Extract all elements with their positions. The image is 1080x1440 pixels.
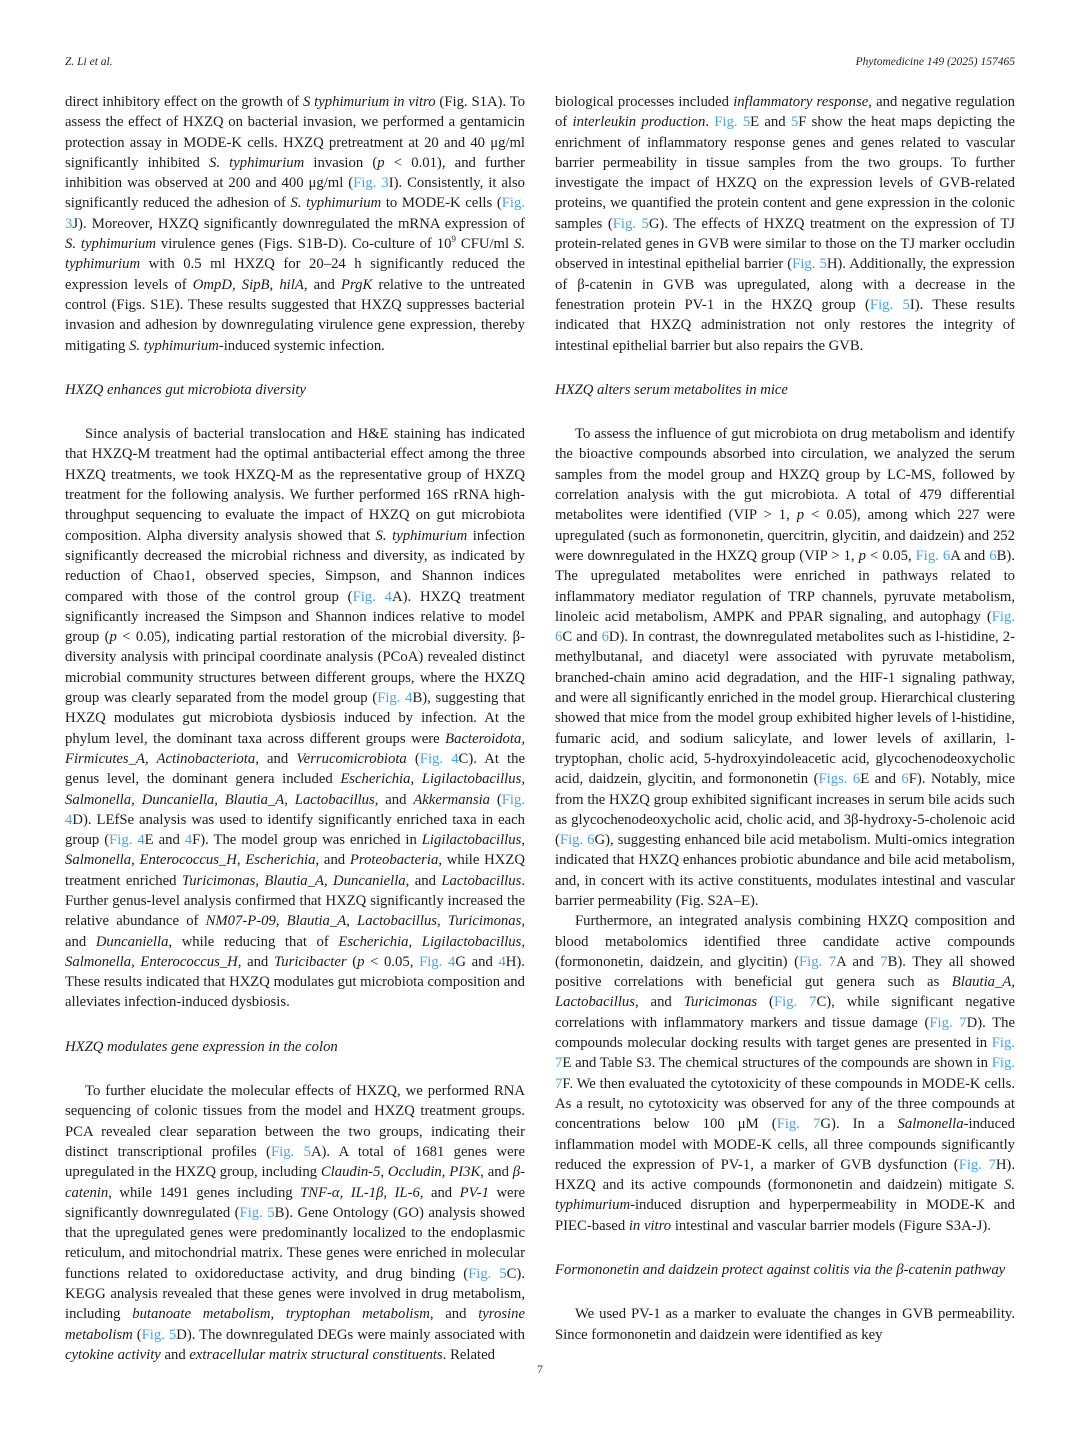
italic-term: interleukin production <box>572 114 706 131</box>
text-run: direct inhibitory effect on the growth of <box>65 94 303 110</box>
text-run: F show the heat maps depicting the enrichment of inflammatory response genes and genes related to vascular barrier permeability in tissue samples from the two groups. To further investigate the impact of HXZQ on the expression levels of GVB-related proteins, we quantified the protein content and gene expression in the colonic samples ( <box>555 114 1016 232</box>
text-run: C). At the genus level, the dominant genera included <box>65 750 525 788</box>
body-paragraph <box>555 1304 1015 1345</box>
figure-link[interactable]: Fig. 5 <box>792 256 827 273</box>
text-run: < 0.01), and further inhibition was observed at 200 and 400 μg/ml ( <box>65 154 526 192</box>
text-run: -induced inflammation model with MODE-K cells, all three compounds significantly reduced the expression of PV-1, a marker of GVB dysfunction ( <box>555 1116 1015 1173</box>
text-run: , and <box>315 852 350 869</box>
text-run: biological processes included <box>555 94 734 110</box>
italic-term: Blautia_A, Lactobacillus <box>555 974 1015 1011</box>
italic-term: S. typhimurium <box>65 236 156 253</box>
text-run: Furthermore, an integrated analysis combining HXZQ composition and blood metabolomics identified three candidate active compounds (formononetin, daidzein, and glycitin) ( <box>555 913 1015 970</box>
italic-term: p <box>109 629 117 646</box>
italic-term: OmpD, SipB, hilA <box>192 276 304 293</box>
italic-term: Lactobacillus <box>441 872 522 889</box>
italic-term: Ligilactobacillus, Salmonella, Enterococcus_H, Escherichia <box>65 832 525 869</box>
figure-link[interactable]: Fig. 4 <box>109 832 145 849</box>
text-run: , and <box>429 1306 479 1323</box>
figure-link[interactable]: Fig. 5 <box>714 114 751 131</box>
text-run: A and <box>950 547 990 564</box>
text-run: B). Gene Ontology (GO) analysis showed that the upregulated genes were predominantly localized to the endoplasmic reticulum, and mitochondrial matrix. These genes were enriched in molecular functions related to oxidoreductase activity, and drug binding ( <box>65 1204 526 1282</box>
italic-term: β-catenin <box>65 1164 525 1201</box>
section-heading <box>555 380 1015 400</box>
text-run: -induced systemic infection. <box>218 337 385 354</box>
body-paragraph <box>65 1081 525 1365</box>
figure-link[interactable]: Fig. 4 <box>419 750 459 767</box>
italic-term: S. typhimurium <box>290 195 382 212</box>
italic-term: S. typhimurium <box>208 154 305 171</box>
italic-term: p <box>796 507 805 524</box>
text-run: , and negative regulation of <box>555 94 1016 131</box>
text-run: H). HXZQ and its active compounds (formononetin and daidzein) mitigate <box>555 1156 1015 1194</box>
italic-term: S. typhimurium <box>555 1177 1015 1214</box>
text-run: , while HXZQ treatment enriched <box>65 852 525 889</box>
right-column <box>555 92 1015 1365</box>
text-run: ( <box>346 953 358 970</box>
text-run: < 0.05, <box>364 953 420 970</box>
figure-link[interactable]: 6 <box>989 547 997 564</box>
page-header <box>65 56 1015 68</box>
text-run: C). KEGG analysis revealed that these genes were involved in drug metabolism, including <box>65 1265 525 1323</box>
text-run: ( <box>406 750 420 767</box>
italic-term: in vitro <box>628 1217 672 1234</box>
italic-term: Turicimonas <box>683 994 758 1011</box>
italic-term: S. typhimurium <box>65 236 525 273</box>
text-run: HXZQ modulates gene expression in the colon <box>65 1038 338 1055</box>
text-run: F. We then evaluated the cytotoxicity of these compounds in MODE-K cells. As a result, no cytotoxicity was observed for any of the three compounds at concentrations below 100 μM ( <box>555 1075 1015 1133</box>
italic-term: S. typhimurium <box>129 337 219 354</box>
text-run: C), while significant negative correlations with inflammatory markers and tissue damage ( <box>555 994 1015 1031</box>
text-run: To further elucidate the molecular effects of HXZQ, we performed RNA sequencing of colonic tissues from the model and HXZQ treatment groups. PCA revealed clear separation between the two groups, indicating their distinct transcriptional profiles ( <box>65 1083 525 1160</box>
italic-term: inflammatory response <box>733 94 869 110</box>
italic-term: Verrucomicrobiota <box>296 750 407 767</box>
text-run: CFU/ml <box>455 236 514 253</box>
text-run: , and <box>237 953 274 970</box>
italic-term: tyrosine metabolism <box>65 1306 525 1343</box>
text-run: B), suggesting that HXZQ modulates gut microbiota dysbiosis induced by infection. At the phylum level, the dominant taxa across different groups were <box>65 690 526 747</box>
text-run: infection significantly decreased the microbial richness and diversity, as indicated by reduction of Chao1, observed species, Simpson, and Shannon indices compared with those of the control group ( <box>65 527 525 605</box>
text-run: virulence genes (Figs. S1B-D). Co-culture of 10 <box>156 236 452 253</box>
section-heading <box>65 380 525 400</box>
figure-link[interactable]: Fig. 7 <box>555 1055 1015 1092</box>
text-run: I). These results indicated that HXZQ administration not only restores the integrity of intestinal epithelial barrier but also repairs the GVB. <box>555 296 1016 354</box>
text-run: , while reducing that of <box>168 933 339 950</box>
text-run: to MODE-K cells ( <box>381 195 502 212</box>
figure-link[interactable]: 5 <box>790 114 799 131</box>
figure-link[interactable]: Fig. 3 <box>353 175 389 192</box>
section-heading <box>555 1260 1015 1280</box>
text-run: A and <box>836 953 881 970</box>
text-run: , and <box>480 1164 513 1181</box>
italic-term: NM07-P-09, Blautia_A, Lactobacillus, Turicimonas <box>205 913 522 930</box>
page-number: 7 <box>537 1362 543 1376</box>
text-run: and <box>160 1346 190 1363</box>
text-run: E and <box>860 771 902 788</box>
italic-term: Turicibacter <box>273 953 347 970</box>
text-run: D). LEfSe analysis was used to identify significantly enriched taxa in each group ( <box>65 811 525 849</box>
text-run: E and <box>144 832 185 849</box>
text-run: A). A total of 1681 genes were upregulated in the HXZQ group, including <box>65 1143 525 1181</box>
text-run: < 0.05, <box>865 547 916 564</box>
text-run: C and <box>562 629 602 646</box>
body-paragraph <box>555 424 1015 911</box>
text-run: Formononetin and daidzein protect against colitis via the β-catenin pathway <box>555 1262 1006 1279</box>
figure-link[interactable]: Fig. 4 <box>65 791 525 828</box>
text-run: , and <box>65 913 525 950</box>
figure-link[interactable]: Fig. 7 <box>958 1156 996 1173</box>
text-run: F). Notably, mice from the HXZQ group exhibited significant increases in serum bile acids such as glycochenodeoxycholic acid, cholic acid, and 3β-hydroxy-5-cholenoic acid ( <box>555 771 1015 849</box>
text-run: were significantly downregulated ( <box>65 1184 525 1221</box>
text-run: H). These results indicated that HXZQ modulates gut microbiota composition and alleviates infection-induced dysbiosis. <box>65 953 525 1011</box>
text-run: , and <box>303 276 342 293</box>
text-run: ( <box>490 791 502 808</box>
text-run: G). The effects of HXZQ treatment on the expression of TJ protein-related genes in GVB were similar to those on the TJ marker occludin observed in intestinal epithelial barrier ( <box>555 215 1015 273</box>
text-run: E and <box>750 114 791 131</box>
text-run: D). The downregulated DEGs were mainly associated with <box>176 1326 526 1343</box>
figure-link[interactable]: Fig. 7 <box>798 953 837 970</box>
figure-link[interactable]: Fig. 6 <box>559 832 595 849</box>
italic-term: TNF-α, IL-1β, IL-6 <box>300 1184 420 1201</box>
figure-link[interactable]: Fig. 7 <box>776 1116 821 1133</box>
running-authors: Z. Li et al. <box>65 56 113 68</box>
text-run: G), suggesting enhanced bile acid metabolism. Multi-omics integration indicated that HXZQ enhances probiotic abundance and bile acid metabolism, and, in concert with its active constituents, modulates intestinal and vascular barrier permeability (Fig. S2A–E). <box>555 832 1016 909</box>
figure-link[interactable]: Fig. 5 <box>612 215 649 232</box>
text-run: < 0.05), among which 227 were upregulated (such as formononetin, quercitrin, glycitin, and daidzein) and 252 were downregulated in the HXZQ group (VIP > 1, <box>555 507 1015 564</box>
italic-term: extracellular matrix structural constituents <box>189 1346 443 1363</box>
superscript: 9 <box>451 234 456 245</box>
italic-term: butanoate metabolism, tryptophan metabolism <box>132 1306 430 1323</box>
italic-term: S typhimurium in vitro <box>302 94 436 110</box>
text-run: E and Table S3. The chemical structures of the compounds are shown in <box>562 1055 992 1072</box>
text-run: HXZQ enhances gut microbiota diversity <box>65 381 306 398</box>
italic-term: Proteobacteria <box>349 852 439 869</box>
text-run: Since analysis of bacterial translocation and H&E staining has indicated that HXZQ-M treatment had the optimal antibacterial effect among the three HXZQ treatments, we took HXZQ-M as the representative group of HXZQ treatment for the following analysis. We further performed 16S rRNA high-throughput sequencing to evaluate the impact of HXZQ on gut microbiota composition. Alpha diversity analysis showed that <box>65 426 525 544</box>
figure-link[interactable]: Fig. 4 <box>377 690 413 707</box>
text-run: D). The compounds molecular docking results with target genes are presented in <box>555 1014 1015 1052</box>
text-run: , and <box>255 750 297 767</box>
figure-link[interactable]: Fig. 3 <box>65 195 525 232</box>
figure-link[interactable]: 7 <box>880 953 888 970</box>
text-run: ( <box>757 994 774 1011</box>
body-paragraph <box>65 424 525 1013</box>
text-run: intestinal and vascular barrier models (Figure S3A-J). <box>671 1217 991 1234</box>
figure-link[interactable]: 4 <box>498 953 506 970</box>
text-run: H). Additionally, the expression of β-catenin in GVB was upregulated, along with a decrease in the fenestration protein PV-1 in the HXZQ group ( <box>555 256 1016 313</box>
text-run: with 0.5 ml HXZQ for 20–24 h significantly reduced the expression levels of <box>65 256 525 293</box>
text-run: B). The upregulated metabolites were enriched in pathways related to inflammatory mediator regulation of TRP channels, pyruvate metabolism, linoleic acid metabolism, AMPK and PPAR signaling, and autophagy ( <box>555 547 1015 625</box>
figure-link[interactable]: Fig. 5 <box>239 1204 275 1221</box>
figure-link[interactable]: 6 <box>901 771 909 788</box>
italic-term: Escherichia, Ligilactobacillus, Salmonella, Duncaniella, Blautia_A, Lactobacillus <box>65 771 525 808</box>
italic-term: Salmonella <box>897 1116 964 1133</box>
italic-term: PrgK <box>341 276 373 293</box>
text-run: . Related <box>442 1346 495 1363</box>
page-footer <box>0 1362 1080 1377</box>
text-run: G). In a <box>820 1116 898 1133</box>
figure-link[interactable]: Fig. 5 <box>270 1143 311 1160</box>
figure-link[interactable]: Fig. 5 <box>869 296 910 313</box>
text-run: D). In contrast, the downregulated metabolites such as l-histidine, 2-methylbutanal, and diacetyl were associated with pyruvate metabolism, branched-chain amino acid degradation, and the HIF-1 signaling pathway, and were all significantly enriched in the model group. Hierarchical clustering showed that mice from the model group exhibited higher levels of l-histidine, fumaric acid, and sodium salicylate, and lower levels of axillarin, l-tryptophan, cholic acid, 5-hydroxyindoleacetic acid, glycochenodeoxycholic acid, daidzein, glycitin, and formononetin ( <box>555 629 1015 788</box>
italic-term: S. typhimurium <box>375 527 468 544</box>
italic-term: PV-1 <box>459 1184 489 1201</box>
section-heading <box>65 1037 525 1057</box>
figure-link[interactable]: 6 <box>601 629 609 646</box>
left-column <box>65 92 525 1365</box>
body-paragraph <box>555 911 1015 1236</box>
italic-term: p <box>357 953 365 970</box>
italic-term: Akkermansia <box>413 791 490 808</box>
text-run: , and <box>419 1184 460 1201</box>
figure-link[interactable]: Figs. 6 <box>818 771 861 788</box>
italic-term: Claudin-5, Occludin, PI3K <box>320 1164 481 1181</box>
figure-link[interactable]: Fig. 5 <box>141 1326 177 1343</box>
text-run: G and <box>455 953 499 970</box>
text-run: relative to the untreated control (Figs. S1E). These results suggested that HXZQ suppresses bacterial invasion and adhesion by downregulating virulence gene expression, thereby mitigating <box>65 276 525 354</box>
figure-link[interactable]: Fig. 5 <box>468 1265 507 1282</box>
text-run: . <box>705 114 715 131</box>
text-run: , and <box>634 994 684 1011</box>
two-column-body <box>65 92 1015 1365</box>
text-run: To assess the influence of gut microbiota on drug metabolism and identify the bioactive compounds absorbed into circulation, we analyzed the serum samples from the model group and HXZQ group by LC-MS, followed by correlation analysis with the gut microbiota. A total of 479 differential metabolites were identified (VIP > 1, <box>555 426 1015 524</box>
text-run: B). They all showed positive correlations with beneficial gut genera such as <box>555 953 1016 991</box>
text-run: , and <box>374 791 414 808</box>
italic-term: Duncaniella <box>95 933 169 950</box>
italic-term: Turicimonas, Blautia_A, Duncaniella <box>181 872 406 889</box>
italic-term: cytokine activity <box>65 1346 161 1363</box>
figure-link[interactable]: Fig. 7 <box>929 1014 967 1031</box>
text-run: . Further genus-level analysis confirmed that HXZQ significantly increased the relative abundance of <box>65 872 525 930</box>
figure-link[interactable]: Fig. 4 <box>352 588 392 605</box>
text-run: J). Moreover, HXZQ significantly downregulated the mRNA expression of <box>72 215 525 232</box>
text-run: A). HXZQ treatment significantly increased the Simpson and Shannon indices relative to model group ( <box>65 588 526 646</box>
text-run: ( <box>132 1326 142 1343</box>
text-run: , while 1491 genes including <box>108 1184 301 1201</box>
italic-term: p <box>858 547 866 564</box>
text-run: HXZQ alters serum metabolites in mice <box>555 381 788 398</box>
italic-term: Bacteroidota, Firmicutes_A, Actinobacteriota <box>65 730 525 767</box>
text-run: , and <box>405 872 442 889</box>
journal-citation: Phytomedicine 149 (2025) 157465 <box>855 56 1015 68</box>
figure-link[interactable]: 4 <box>184 832 193 849</box>
figure-link[interactable]: Fig. 4 <box>419 953 456 970</box>
body-paragraph <box>555 92 1015 356</box>
figure-link[interactable]: Fig. 7 <box>555 1035 1015 1072</box>
figure-link[interactable]: Fig. 7 <box>773 994 817 1011</box>
text-run: < 0.05), indicating partial restoration of the microbial diversity. β-diversity analysis with principal coordinate analysis (PCoA) revealed distinct microbial community structures between different groups, where the HXZQ group was clearly separated from the model group ( <box>65 629 525 707</box>
text-run: (Fig. S1A). To assess the effect of HXZQ on bacterial invasion, we performed a gentamicin protection assay in MODE-K cells. HXZQ pretreatment at 20 and 40 μg/ml significantly inhibited <box>65 94 525 171</box>
italic-term: Escherichia, Ligilactobacillus, Salmonella, Enterococcus_H <box>65 933 526 970</box>
text-run: invasion ( <box>304 154 378 171</box>
text-run: F). The model group was enriched in <box>192 832 422 849</box>
text-run: We used PV-1 as a marker to evaluate the changes in GVB permeability. Since formononetin and daidzein were identified as key <box>555 1306 1015 1343</box>
body-paragraph <box>65 92 525 356</box>
italic-term: p <box>377 154 385 171</box>
text-run: -induced disruption and hyperpermeability in MODE-K and PIEC-based <box>555 1197 1015 1234</box>
figure-link[interactable]: Fig. 6 <box>915 547 951 564</box>
figure-link[interactable]: Fig. 6 <box>555 608 1015 646</box>
text-run: I). Consistently, it also significantly reduced the adhesion of <box>65 175 526 212</box>
